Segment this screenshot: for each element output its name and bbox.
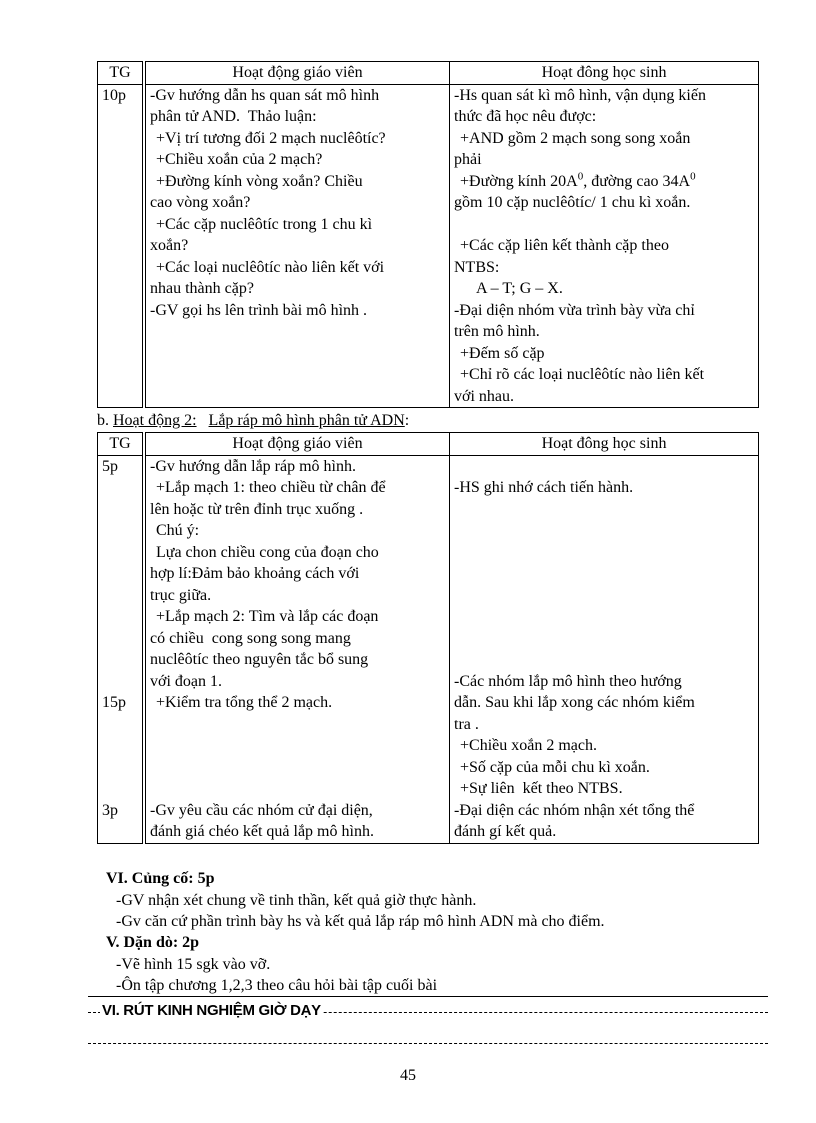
col-header-student: Hoạt đông học sinh [450,62,759,85]
col-header-student: Hoạt đông học sinh [450,433,759,456]
homework-section [106,932,437,997]
blank-space [150,714,445,800]
text-line: tra . [454,715,479,733]
text-line: +Chỉ rõ các loại nuclêôtíc nào liên kết [460,366,705,383]
blank-space [102,714,138,800]
text-line: -Hs quan sát kì mô hình, vận dụng kiến [454,86,706,104]
text-line: phải [454,151,482,168]
superscript: 0 [690,170,696,183]
text-line: lên hoặc từ trên đỉnh trục xuống . [150,500,364,518]
divider [88,996,768,997]
text-line: nuclêôtíc theo nguyên tắc bổ sung [150,651,369,668]
text-line: đánh giá chéo kết quả lắp mô hình. [150,823,374,840]
text-line: +AND gồm 2 mạch song song xoắn [460,129,691,147]
text-line: +Đếm số cặp [460,344,545,362]
text-line: +Lắp mạch 1: theo chiều từ chân để [156,479,386,496]
blank-line [454,214,754,236]
teacher-activity-cell [144,455,450,843]
time-cell [98,455,145,843]
text-line: NTBS: [454,258,500,276]
student-activity-cell [450,84,759,408]
time-value: 5p [102,457,118,475]
text-line: đánh gí kết quả. [454,823,557,840]
text-line: nhau thành cặp? [150,280,254,297]
table-header-row [98,62,759,85]
text-line: trên mô hình. [454,323,540,340]
text-line: Chú ý: [156,522,200,539]
consolidation-section [106,868,605,933]
teaching-notes-heading [88,1000,768,1024]
section-heading: VI. Củng cố: 5p [106,870,215,887]
caption-suffix: : [404,412,410,429]
teacher-activity-cell [144,84,450,408]
time-value: 15p [102,694,126,711]
text-line: -GV gọi hs lên trình bài mô hình . [150,301,368,319]
text-line: +Lắp mạch 2: Tìm và lắp các đoạn [156,608,379,625]
text-line: +Chiều xoắn của 2 mạch? [156,151,323,168]
col-header-teacher: Hoạt động giáo viên [144,62,450,85]
notes-title: VI. RÚT KINH NGHIỆM GIỜ DẠY [102,1002,321,1019]
text-line: +Kiểm tra tổng thể 2 mạch. [156,694,333,711]
text-line: A – T; G – X. [476,280,563,297]
text-line: -Đại diện nhóm vừa trình bày vừa chỉ [454,301,695,319]
text-line: +Số cặp của mỗi chu kì xoắn. [460,758,650,776]
diameter-text: +Đường kính 20A [460,172,578,190]
caption-title: Lắp ráp mô hình phân tử ADN [208,412,405,429]
col-header-time: TG [98,62,145,85]
col-header-time: TG [98,433,145,456]
list-item: -Ôn tập chương 1,2,3 theo câu hỏi bài tập cuối bài [116,977,438,994]
text-line: +Các cặp nuclêôtíc trong 1 chu kì [156,215,373,233]
table-row [98,84,759,408]
text-line: gồm 10 cặp nuclêôtíc/ 1 chu kì xoắn. [454,194,691,211]
text-line: cao vòng xoắn? [150,194,251,211]
text-line: với đoạn 1. [150,672,223,690]
text-line: +Chiều xoắn 2 mạch. [460,737,597,754]
blank-space [454,499,754,671]
blank-line [454,456,754,478]
text-line-diameter [454,171,754,193]
activity-table-2 [97,432,759,844]
text-line: -Các nhóm lắp mô hình theo hướng [454,672,682,690]
superscript: 0 [577,170,584,183]
text-line: có chiều cong song song mang [150,629,351,647]
dashed-rule [88,1043,768,1044]
text-line: -Đại diện các nhóm nhận xét tổng thể [454,801,695,819]
text-line: +Đường kính vòng xoắn? Chiều [156,172,363,190]
caption-prefix: b. [97,412,113,429]
blank-space [102,477,138,692]
text-line: -HS ghi nhớ cách tiến hành. [454,479,634,496]
list-item: -Vẽ hình 15 sgk vào vỡ. [116,955,271,973]
table-row [98,455,759,843]
text-line: -Gv hướng dẫn hs quan sát mô hình [150,86,380,104]
page-number: 45 [400,1067,416,1084]
table-header-row [98,433,759,456]
list-item: -Gv căn cứ phần trình bày hs và kết quả lắp ráp mô hình ADN mà cho điểm. [116,913,605,930]
col-header-teacher: Hoạt động giáo viên [144,433,450,456]
text-line: dẫn. Sau khi lắp xong các nhóm kiểm [454,694,695,711]
caption-label: Hoạt động 2: [113,412,197,429]
text-line: +Vị trí tương đối 2 mạch nuclêôtíc? [156,129,386,147]
list-item: -GV nhận xét chung về tinh thần, kết quả giờ thực hành. [116,891,477,909]
activity-table-1 [97,61,759,408]
text-line: +Sự liên kết theo NTBS. [460,780,623,797]
text-line: Lựa chon chiều cong của đoạn cho [156,543,379,561]
text-line: với nhau. [454,387,515,405]
text-line: phân tử AND. Thảo luận: [150,108,317,125]
text-line: thức đã học nêu được: [454,108,597,125]
text-line: +Các cặp liên kết thành cặp theo [460,237,669,254]
height-text: , đường cao 34A [583,172,691,190]
text-line: trục giữa. [150,586,212,604]
text-line: -Gv hướng dẫn lắp ráp mô hình. [150,457,356,475]
section-heading: V. Dặn dò: 2p [106,934,200,951]
time-value: 3p [102,801,118,819]
text-line: xoắn? [150,237,189,254]
text-line: +Các loại nuclêôtíc nào liên kết với [156,258,385,276]
text-line: -Gv yêu cầu các nhóm cử đại diện, [150,801,373,819]
activity-2-caption [97,412,409,430]
student-activity-cell [450,455,759,843]
text-line: hợp lí:Đảm bảo khoảng cách với [150,565,360,582]
time-cell: 10p [98,84,145,408]
